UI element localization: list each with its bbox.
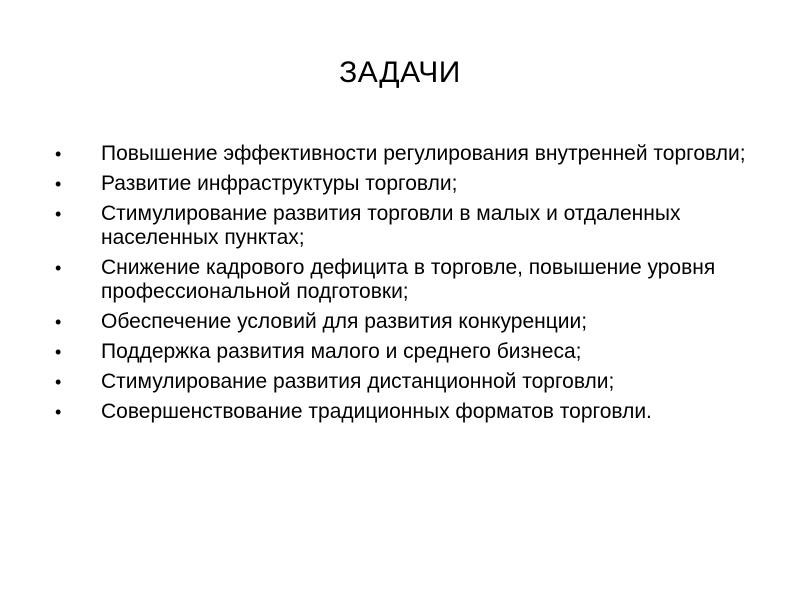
list-item-text: Стимулирование развития дистанционной торговли; [101,370,615,393]
list-item-text: Стимулирование развития торговли в малых и отдаленных населенных пунктах; [101,202,681,249]
bullet-icon: • [55,372,62,392]
list-item [55,310,755,334]
list-item [55,202,755,250]
list-item-text: Снижение кадрового дефицита в торговле, повышение уровня профессиональной подготовки; [101,256,716,303]
list-item-text: Поддержка развития малого и среднего бизнеса; [101,340,582,363]
list-item [55,340,755,364]
bullet-icon: • [55,402,62,422]
list-item-text: Обеспечение условий для развития конкуренции; [101,310,588,333]
list-item [55,370,755,394]
bullet-icon: • [55,258,62,278]
bullet-icon: • [55,342,62,362]
list-item [55,256,755,304]
list-item [55,172,755,196]
task-list [55,142,755,430]
list-item [55,400,755,424]
list-item-text: Развитие инфраструктуры торговли; [101,172,458,195]
bullet-icon: • [55,312,62,332]
list-item [55,142,755,166]
slide-title: ЗАДАЧИ [339,56,461,89]
bullet-icon: • [55,204,62,224]
bullet-icon: • [55,144,62,164]
list-item-text: Повышение эффективности регулирования внутренней торговли; [101,142,746,165]
list-item-text: Совершенствование традиционных форматов торговли. [101,400,652,423]
bullet-icon: • [55,174,62,194]
